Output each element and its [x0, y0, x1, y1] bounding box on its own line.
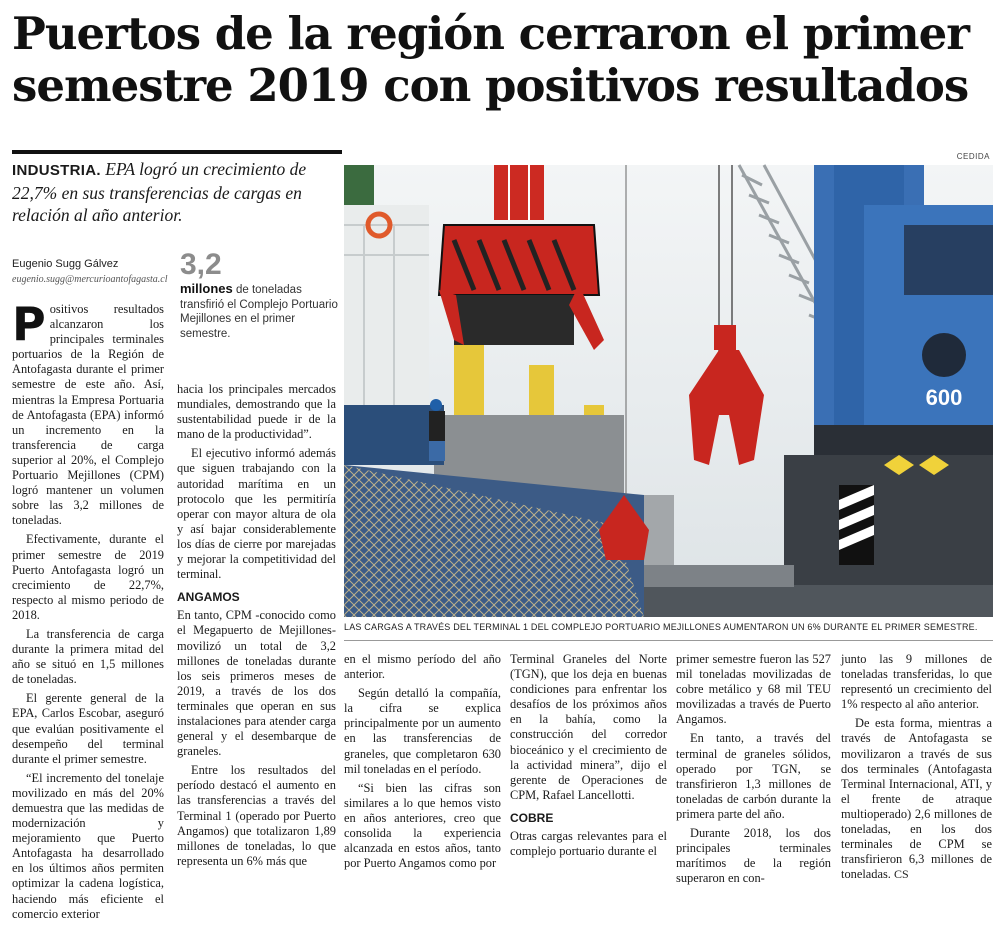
paragraph: En tanto, CPM -conocido como el Megapuerto de Mejillones- movilizó un total de 3,2 millones de toneladas durante los seis primeros meses de 2019, a través de los dos terminales que operan en sus instalaciones para atender carga general y el desembarque de graneles.	[177, 608, 336, 759]
paragraph: Terminal Graneles del Norte (TGN), que los deja en buenas condiciones para enfrentar los desafíos de los próximos años en la bahía, como la construcción del corredor bioceánico y el crecimiento de la actividad minera”, dijo el gerente de Operaciones de CPM, Rafael Lancellotti.	[510, 652, 667, 802]
stat-description	[180, 282, 342, 341]
section-rule	[12, 150, 342, 154]
photo-credit: CEDIDA	[956, 152, 990, 161]
paragraph: Positivos resultados alcanzaron los principales terminales portuarios de la Región de Antofagasta durante el primer semestre de este año. Así, mientras la Empresa Portuaria de Antofagasta (EPA) informó un incremento en la transferencia de carga superior al 20%, el Complejo Portuario Mejillones (CPM) logró mantener un volumen sobre las 3,2 millones de toneladas.	[12, 297, 164, 528]
stat-unit: millones	[180, 281, 233, 296]
paragraph: junto las 9 millones de toneladas transferidas, lo que representó un crecimiento del 1% respecto al año anterior.	[841, 652, 992, 712]
author-email[interactable]: eugenio.sugg@mercurioantofagasta.cl	[12, 274, 168, 285]
stat-text: de toneladas transfirió el Complejo Portuario Mejillones en el primer semestre.	[180, 284, 338, 340]
subheadline-text: EPA logró un crecimiento de 22,7% en sus transferencias de cargas en relación al año anterior.	[12, 159, 307, 225]
paragraph: hacia los principales mercados mundiales, demostrando que la sustentabilidad puede ir de la mano de la productividad”.	[177, 382, 336, 442]
headline-line-2: semestre 2019 con positivos resultados	[12, 59, 969, 112]
paragraph: en el mismo período del año anterior.	[344, 652, 501, 682]
subheadline	[12, 158, 332, 226]
headline-line-1: Puertos de la región cerraron el primer	[12, 7, 969, 60]
article-column-5	[676, 652, 831, 890]
paragraph: “El incremento del tonelaje movilizado en más del 20% demuestra que las medidas de modernización y mejoramiento que Puerto Antofagasta ha desarrollado en los últimos años permiten optimizar la cadena logística, haciendo más eficiente el comercio exterior	[12, 770, 164, 921]
drop-cap: P	[12, 297, 46, 351]
headline	[12, 8, 992, 112]
paragraph: En tanto, a través del terminal de graneles sólidos, operado por TGN, se transfirieron 1,3 millones de toneladas de carbón durante la primera parte del año.	[676, 731, 831, 821]
section-label: INDUSTRIA.	[12, 162, 101, 179]
paragraph: primer semestre fueron las 527 mil toneladas movilizadas de cobre metálico y 68 mil TEU movilizadas a través de Puerto Angamos.	[676, 652, 831, 727]
stat-number: 3,2	[180, 248, 222, 281]
paragraph: El ejecutivo informó además que siguen trabajando con la autoridad marítima en un protocolo que les permitiría operar con mayor altura de ola y así bajar considerablemente los días de cierre por marejadas y mejorar la competitividad del terminal.	[177, 446, 336, 582]
paragraph: “Si bien las cifras son similares a lo que hemos visto en años anteriores, creo que consolida la experiencia alcanzada en estos años, tanto por Puerto Angamos como por	[344, 780, 501, 871]
byline	[12, 258, 182, 285]
subhead-angamos: ANGAMOS	[177, 590, 240, 605]
paragraph: Según detalló la compañía, la cifra se explica principalmente por un aumento en las transferencias de graneles, que completaron 630 mil toneladas en el período.	[344, 686, 501, 776]
subhead-cobre: COBRE	[510, 810, 554, 825]
paragraph: De esta forma, mientras a través de Antofagasta se movilizaron a través de sus dos terminales (Antofagasta Terminal Internacional, ATI, y el frente de atraque multioperado) 2,6 millones de toneladas, en los dos terminales de CPM se transfirieron 6,3 millones de toneladas. CS	[841, 716, 992, 882]
photo-caption: LAS CARGAS A TRAVÉS DEL TERMINAL 1 DEL COMPLEJO PORTUARIO MEJILLONES AUMENTARON UN 6% DURANTE EL PRIMER SEMESTRE.	[344, 622, 978, 632]
paragraph: Entre los resultados del período destacó el aumento en las transferencias a través del Terminal 1 (operado por Puerto Angamos) que totalizaron 1,89 millones de toneladas, lo que representa un 6% más que	[177, 763, 336, 868]
paragraph: Efectivamente, durante el primer semestre de 2019 Puerto Antofagasta logró un crecimiento de 22,7%, respecto al mismo periodo de 2018.	[12, 532, 164, 622]
article-column-4	[510, 652, 667, 863]
port-photo	[344, 165, 993, 617]
port-crane-illustration	[344, 165, 993, 617]
stat-box	[180, 248, 342, 341]
crane-number: 600	[925, 385, 963, 410]
paragraph: La transferencia de carga durante la primera mitad del año se situó en 1,5 millones de toneladas.	[12, 626, 164, 687]
paragraph: Otras cargas relevantes para el complejo portuario durante el	[510, 829, 667, 859]
author-name: Eugenio Sugg Gálvez	[12, 258, 119, 270]
article-column-1	[12, 297, 164, 926]
paragraph: El gerente general de la EPA, Carlos Escobar, aseguró que evalúan positivamente el desempeño del terminal durante el primer semestre.	[12, 691, 164, 766]
article-column-3	[344, 652, 501, 875]
article-column-2	[177, 382, 336, 873]
paragraph: Durante 2018, los dos principales terminales marítimos de la región superaron en con-	[676, 826, 831, 886]
article-column-6	[841, 652, 992, 886]
end-mark: CS	[894, 867, 909, 882]
caption-rule	[344, 640, 993, 641]
